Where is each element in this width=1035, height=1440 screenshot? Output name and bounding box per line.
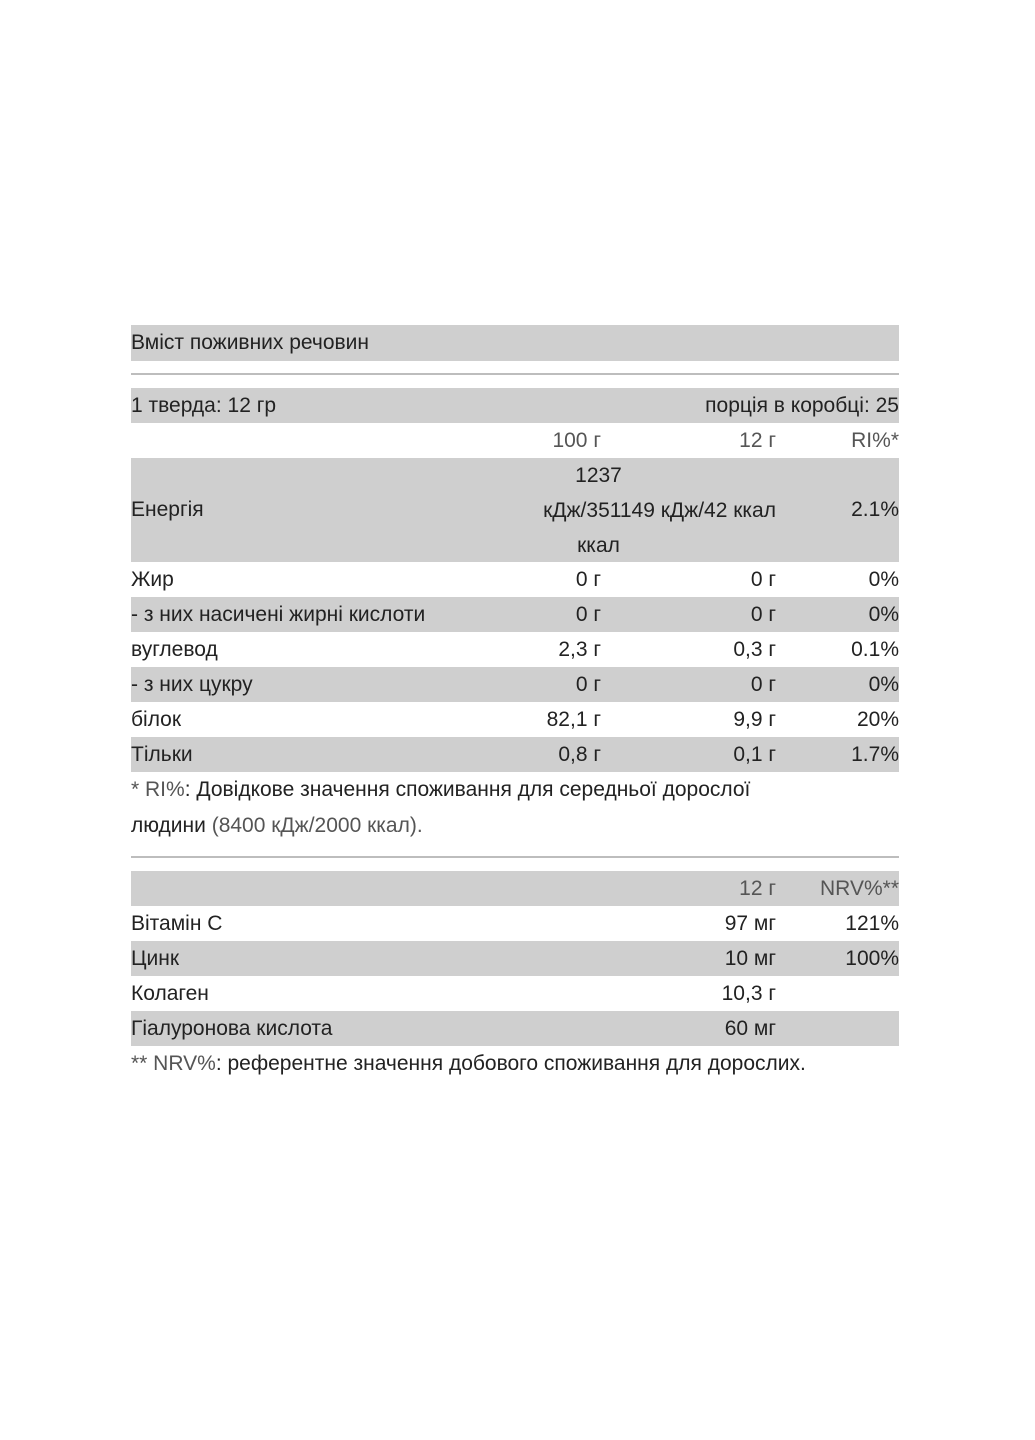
nutrient-per-serving: 9,9 г [733,707,776,731]
header-nrv: NRV%** [820,876,899,900]
nutrient-row [131,737,899,772]
nutrient-per-serving: 0,3 г [733,637,776,661]
nutrient-per-100g: 82,1 г [546,707,601,731]
divider [131,373,899,375]
nrv-footnote [131,1046,899,1082]
nutrition-panel [131,325,899,1082]
nutrient-name: вуглевод [131,637,218,661]
energy-line-1: 1237 [575,463,622,487]
nutrient-row [131,702,899,737]
ri-footnote-prefix: * RI% [131,778,185,801]
nutrient-name: білок [131,707,182,731]
energy-line-3: ккал [577,533,620,557]
vitamin-amount: 60 мг [724,1016,776,1040]
energy-ri: 2.1% [851,498,899,521]
vitamin-name: Цинк [131,946,180,970]
energy-row [131,458,899,562]
nutrient-per-100g: 0 г [575,672,601,696]
serving-row [131,388,899,423]
vitamin-header-row [131,871,899,906]
nutrient-per-serving: 0 г [750,602,776,626]
servings-per-box: порція в коробці: 25 [705,393,899,417]
nutrient-per-100g: 0,8 г [558,742,601,766]
energy-label: Енергія [131,498,204,521]
header-per-serving: 12 г [739,428,776,452]
nutrient-ri: 0.1% [851,637,899,661]
ri-footnote-tail: (8400 кДж/2000 ккал). [211,814,423,837]
vitamin-name: Колаген [131,981,209,1005]
ri-footnote-text-2: людини [131,814,212,837]
vitamin-row [131,1011,899,1046]
nutrient-ri: 0% [868,672,899,696]
vitamin-name: Вітамін С [131,911,223,935]
header-per-100g: 100 г [552,428,601,452]
vitamin-nrv: 100% [845,946,899,970]
nutrient-per-100g: 0 г [575,567,601,591]
divider [131,856,899,858]
nutrient-name: Тільки [131,742,193,766]
panel-title-row [131,325,899,361]
ri-footnote-text: : Довідкове значення споживання для середньої дорослої [184,778,751,801]
nutrient-per-serving: 0 г [750,672,776,696]
nutrient-ri: 1.7% [851,742,899,766]
panel-title: Вміст поживних речовин [131,331,370,354]
vitamin-row [131,906,899,941]
nutrient-per-serving: 0 г [750,567,776,591]
nutrient-per-100g: 0 г [575,602,601,626]
nutrient-ri: 0% [868,602,899,626]
serving-size: 1 тверда: 12 гр [131,393,277,417]
nutrient-name: - з них цукру [131,672,253,696]
nutrient-row [131,597,899,632]
vitamin-row [131,941,899,976]
nrv-footnote-text: : референтне значення добового споживання для дорослих. [215,1052,806,1075]
nutrient-name: - з них насичені жирні кислоти [131,602,426,626]
energy-line-2: кДж/351149 кДж/42 ккал [543,498,776,522]
nutrient-ri: 0% [868,567,899,591]
vitamin-nrv: 121% [845,911,899,935]
vitamin-row [131,976,899,1011]
nrv-footnote-prefix: ** NRV% [131,1052,216,1075]
vitamin-amount: 10 мг [724,946,776,970]
header-vitamin-serving: 12 г [739,876,776,900]
energy-values [491,458,776,563]
nutrient-per-serving: 0,1 г [733,742,776,766]
nutrient-row [131,562,899,597]
nutrition-header-row [131,423,899,458]
vitamin-amount: 10,3 г [721,981,776,1005]
header-ri: RI%* [851,428,899,452]
ri-footnote [131,772,899,844]
nutrient-row [131,632,899,667]
vitamin-amount: 97 мг [724,911,776,935]
nutrient-row [131,667,899,702]
nutrient-name: Жир [131,567,174,591]
nutrient-ri: 20% [856,707,899,731]
vitamin-name: Гіалуронова кислота [131,1016,333,1040]
nutrient-per-100g: 2,3 г [558,637,601,661]
